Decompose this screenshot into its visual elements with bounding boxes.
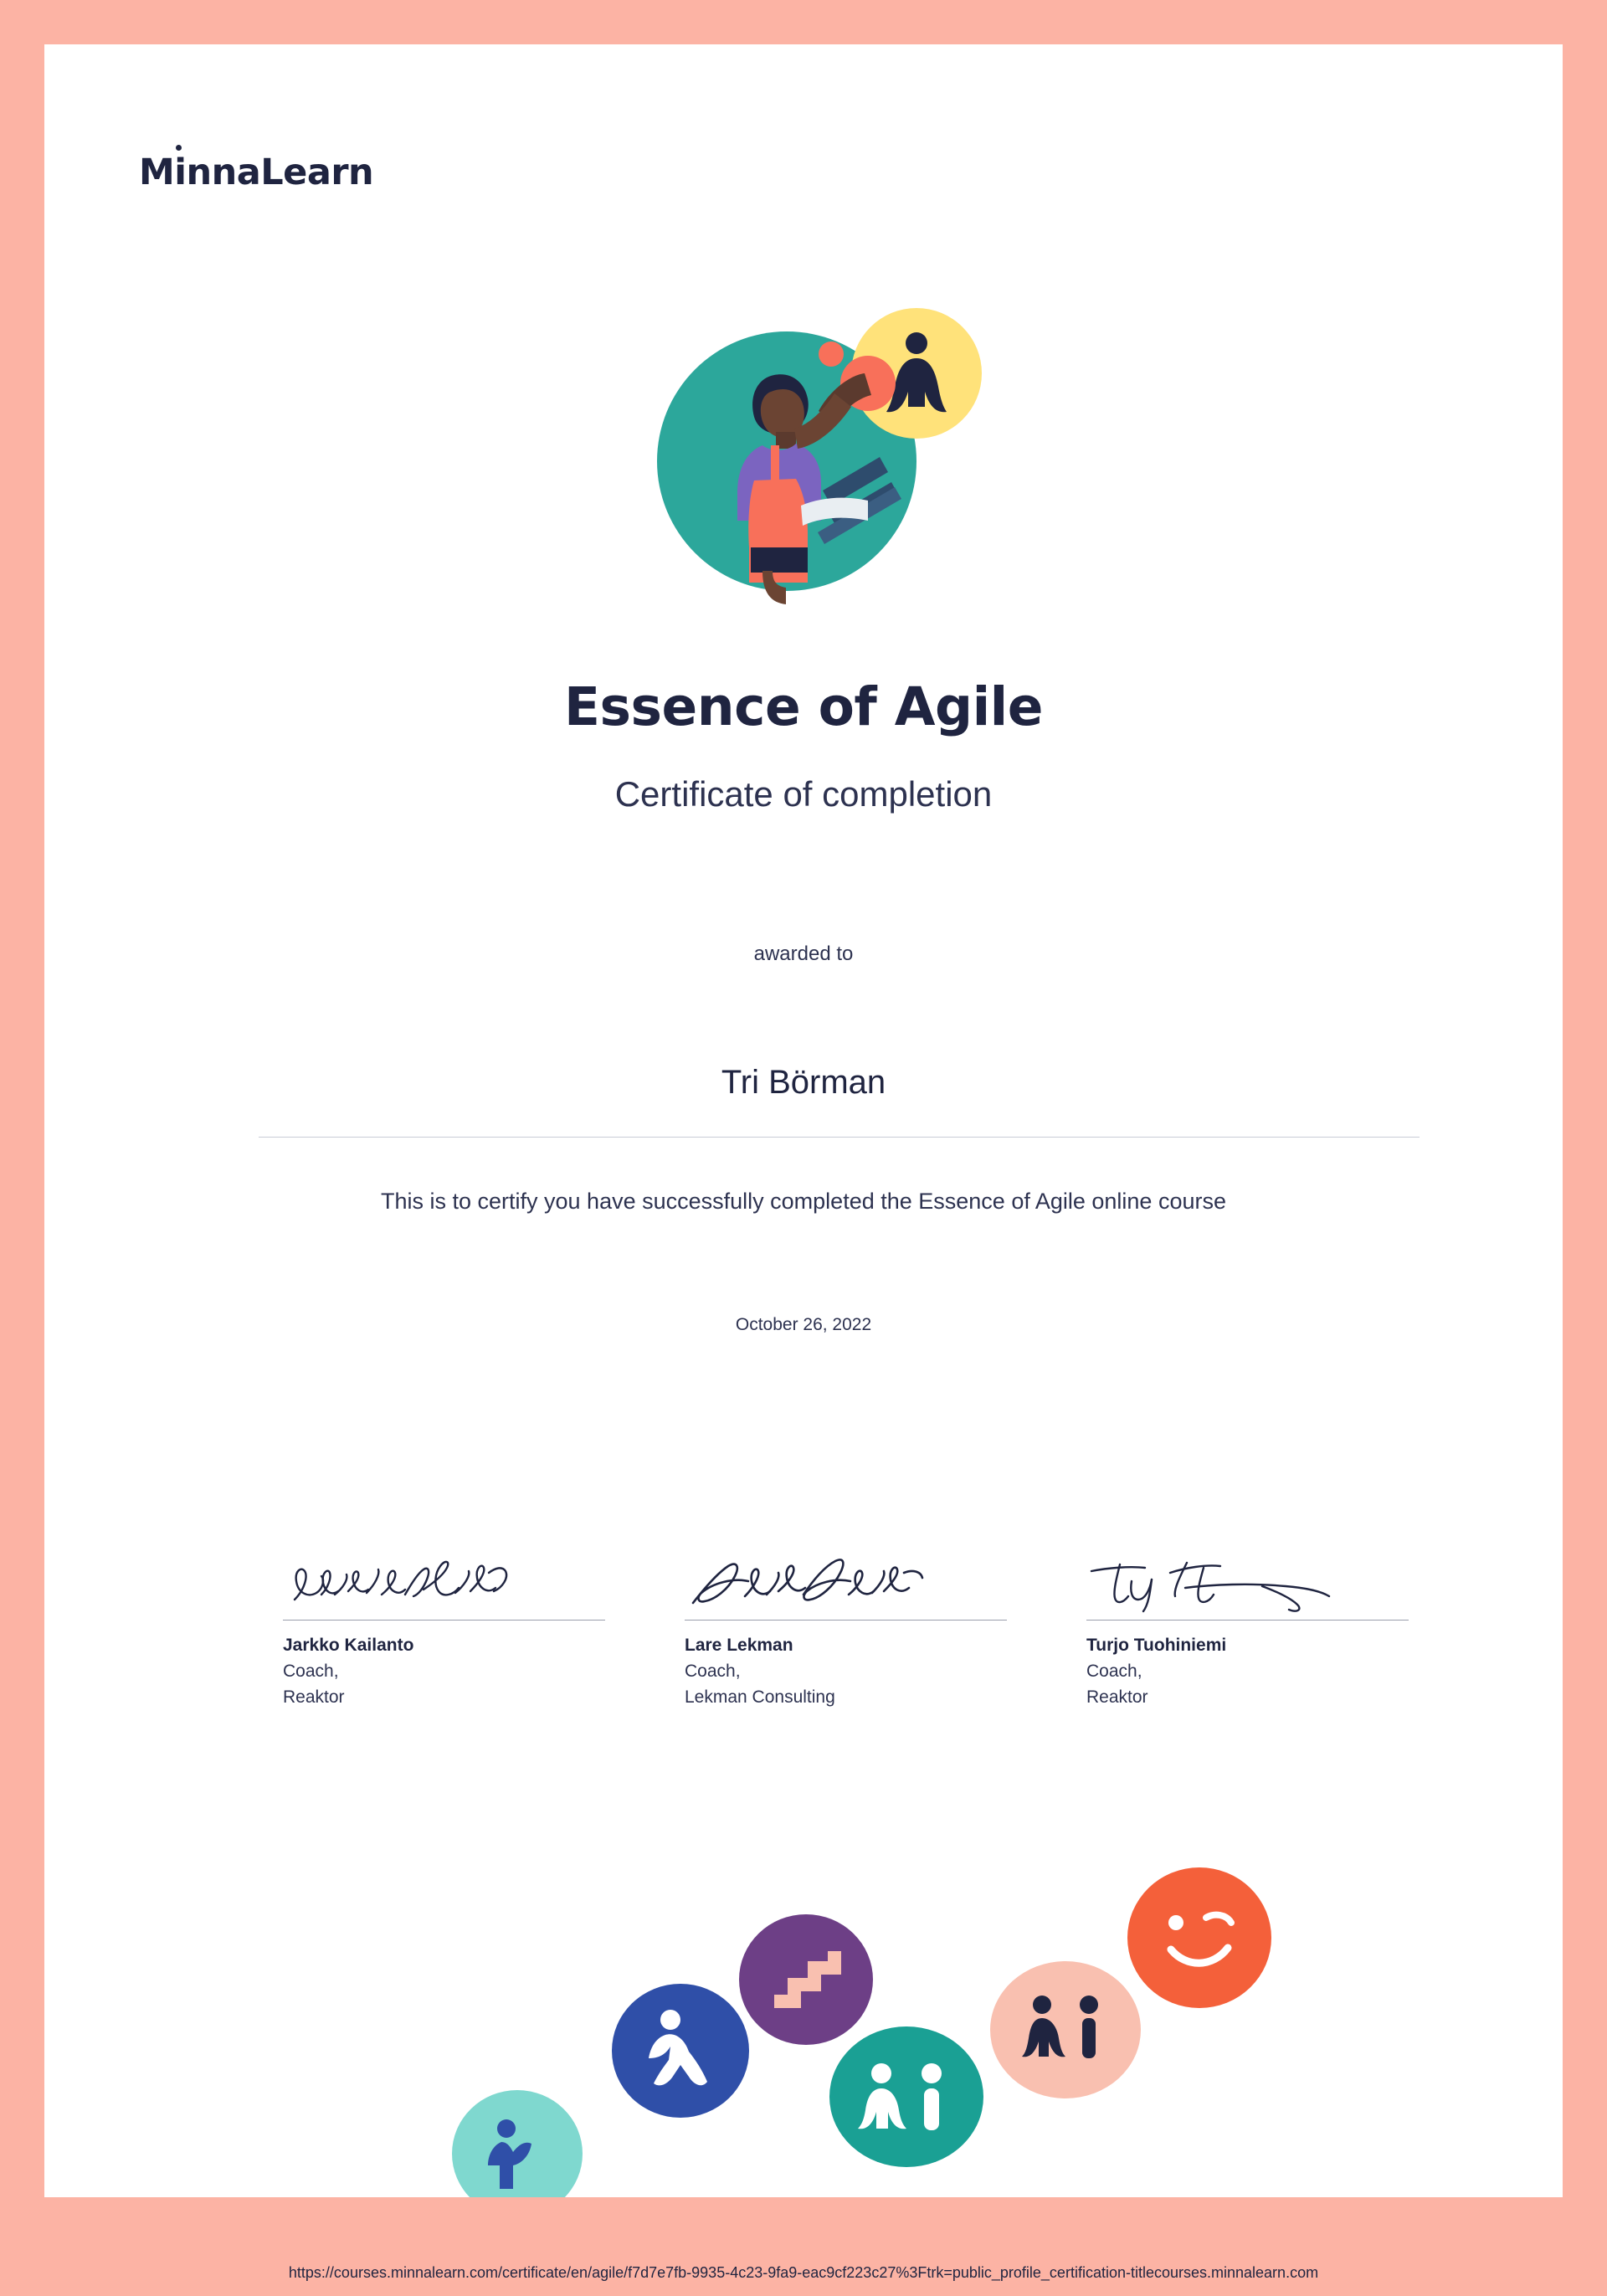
signature-icon: [1086, 1551, 1337, 1618]
certificate-page: [44, 44, 1563, 2197]
divider: [259, 1137, 1420, 1138]
url-footer: [0, 2250, 1607, 2296]
completion-date: October 26, 2022: [735, 1315, 872, 1334]
signer-role: Coach,: [283, 1662, 339, 1681]
signer-org: Reaktor: [1086, 1687, 1148, 1707]
certification-statement: This is to certify you have successfully completed the Essence of Agile online course: [380, 1189, 1226, 1214]
decorative-blobs-svg: [404, 1846, 1350, 2197]
signature-block: [283, 1551, 685, 1708]
minnalearn-logo: [139, 152, 373, 193]
signer-role: Coach,: [1086, 1662, 1142, 1681]
signature-mark: [283, 1551, 685, 1618]
decorative-blobs: [404, 1846, 1350, 2197]
signature-rule: [685, 1620, 1007, 1621]
signature-icon: [685, 1551, 936, 1618]
hero-illustration-svg: [607, 281, 1000, 616]
signer-org: Reaktor: [283, 1687, 345, 1707]
certificate-domain: courses.minnalearn.com: [1153, 2264, 1319, 2281]
signature-block: [685, 1551, 1086, 1708]
signer-org: Lekman Consulting: [685, 1687, 835, 1707]
recipient-name: Tri Börman: [721, 1064, 886, 1101]
logo-dot: [176, 145, 182, 151]
signature-mark: [685, 1551, 1086, 1618]
signature-mark: [1086, 1551, 1488, 1618]
signer-name: Turjo Tuohiniemi: [1086, 1636, 1227, 1655]
signer-name: Lare Lekman: [685, 1636, 793, 1655]
signer-name: Jarkko Kailanto: [283, 1636, 414, 1655]
awarded-to-label: awarded to: [753, 943, 854, 965]
certificate-subtitle: Certificate of completion: [614, 774, 993, 814]
logo-text: MinnaLearn: [139, 152, 374, 193]
signature-rule: [1086, 1620, 1409, 1621]
signature-icon: [283, 1551, 534, 1618]
signature-rule: [283, 1620, 605, 1621]
certificate-url: https://courses.minnalearn.com/certificate/en/agile/f7d7e7fb-9935-4c23-9fa9-eac9cf223c27%3Ftrk=public_profile_certification-title: [288, 2264, 1154, 2281]
signer-role: Coach,: [685, 1662, 741, 1681]
signature-block: [1086, 1551, 1488, 1708]
certificate-title: Essence of Agile: [563, 676, 1043, 737]
signatures-row: [283, 1551, 1488, 1708]
hero-illustration: [607, 281, 1000, 616]
